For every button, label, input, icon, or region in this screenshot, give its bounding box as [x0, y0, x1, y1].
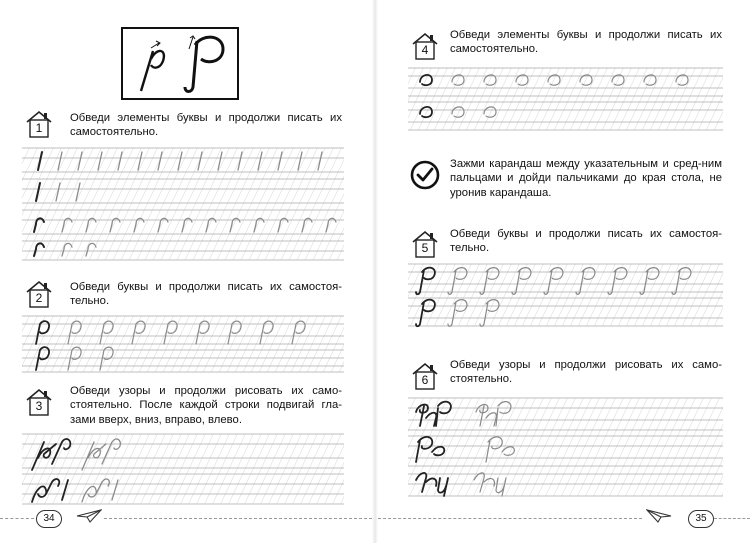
house-icon — [24, 108, 54, 138]
house-icon — [24, 386, 54, 416]
paper-plane-icon — [646, 508, 672, 524]
letter-sample-box — [121, 27, 239, 100]
check-circle-icon — [410, 160, 440, 190]
house-icon — [410, 360, 440, 390]
footer-dashed-line — [104, 518, 372, 519]
task-number: 3 — [35, 399, 43, 413]
task-6-text: Обведи узоры и продолжи рисовать их само-стоятельно. — [450, 359, 722, 386]
task-number: 2 — [35, 291, 43, 305]
house-icon — [410, 30, 440, 60]
task-4-text: Обведи элементы буквы и продолжи писать их самостоятельно. — [450, 29, 722, 56]
finger-exercise-text: Зажми карандаш между указательным и сред-ним пальцами и дойди пальчиками до края стола, не уронив карандаша. — [450, 158, 722, 199]
right-page — [378, 0, 750, 543]
task-1-text: Обведи элементы буквы и продолжи писать их самостоятельно. — [70, 112, 342, 139]
task-number: 6 — [421, 373, 429, 387]
footer-dashed-line — [714, 518, 750, 519]
task-2-text: Обведи буквы и продолжи писать их самостоя-тельно. — [70, 281, 342, 308]
letter-p-sample — [123, 29, 237, 98]
house-icon — [24, 278, 54, 308]
page-number-right: 35 — [688, 510, 714, 528]
house-icon — [410, 228, 440, 258]
task-3-text: Обведи узоры и продолжи рисовать их само-стоятельно. После каждой строки подвигай гла-зами вверх, вниз, вправо, влево. — [70, 385, 342, 426]
task-number: 4 — [421, 43, 429, 57]
left-page — [0, 0, 372, 543]
task-number: 1 — [35, 121, 43, 135]
task-5-text: Обведи буквы и продолжи писать их самостоя-тельно. — [450, 228, 722, 255]
page-number-left: 34 — [36, 510, 62, 528]
paper-plane-icon — [76, 508, 102, 524]
footer-dashed-line — [378, 518, 642, 519]
task-number: 5 — [421, 241, 429, 255]
